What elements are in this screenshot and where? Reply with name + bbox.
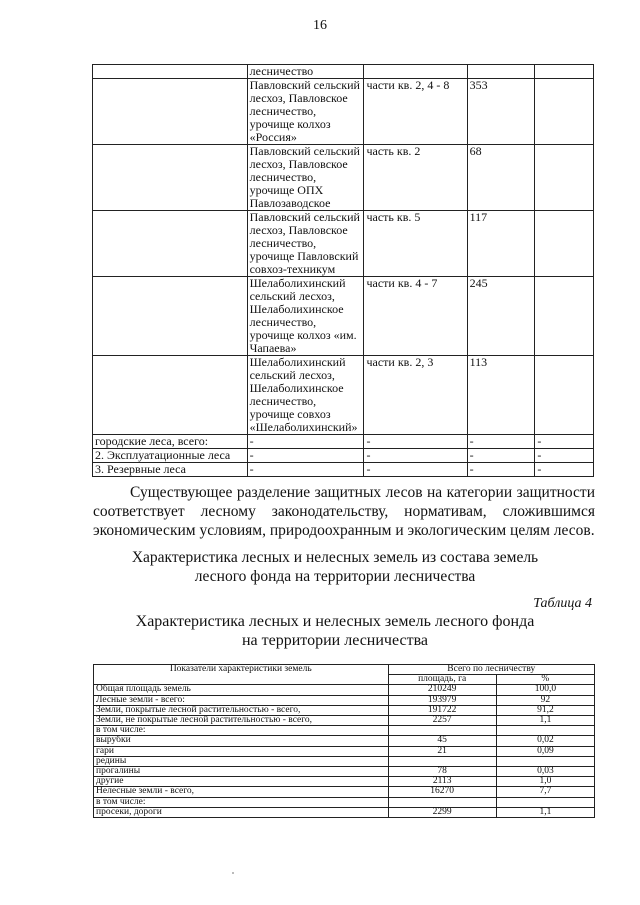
table-cell [364, 65, 467, 79]
location-cell [247, 79, 364, 145]
section-heading-line: Характеристика лесных и нелесных земель из состава земель [131, 549, 539, 566]
dash-cell: - [535, 449, 594, 463]
indicator-cell: другие [94, 777, 389, 787]
body-paragraph: Существующее разделение защитных лесов на категории защитности соответствует лесному законодательству, нормативам, сложившимся экономическим условиям, природоохранным и экологическим целям лесов. [93, 484, 595, 539]
location-line: урочище колхоз «им. [249, 328, 357, 342]
area-cell: 117 [467, 211, 535, 277]
percent-cell: 100,0 [496, 685, 594, 695]
table-row [94, 807, 595, 817]
area-cell: 21 [388, 746, 496, 756]
header-area: площадь, га [388, 675, 496, 685]
header-percent: % [496, 675, 594, 685]
table-row [93, 145, 594, 211]
table-header-row [94, 665, 595, 675]
location-line: «Россия» [249, 130, 297, 144]
indicator-cell: прогалины [94, 767, 389, 777]
location-cell [247, 211, 364, 277]
location-line: лесничество, [249, 394, 317, 408]
table-row [93, 449, 594, 463]
location-line: урочище Павловский [249, 249, 359, 263]
table-row [94, 716, 595, 726]
indicator-cell: редины [94, 756, 389, 766]
area-cell: 78 [388, 767, 496, 777]
table-row [94, 777, 595, 787]
indicator-cell: Лесные земли - всего: [94, 695, 389, 705]
header-indicator: Показатели характеристики земель [94, 665, 389, 685]
quarter-cell: части кв. 2, 4 - 8 [364, 79, 467, 145]
location-cell [247, 145, 364, 211]
table-label: Таблица 4 [533, 596, 592, 611]
dash-cell: - [364, 435, 467, 449]
dash-cell: - [467, 463, 535, 477]
table-cell [93, 79, 248, 145]
table-row [93, 463, 594, 477]
table-cell: лесничество [247, 65, 364, 79]
area-cell [388, 797, 496, 807]
percent-cell: 0,02 [496, 736, 594, 746]
location-line: Шелаболихинское [249, 302, 344, 316]
page-number: 16 [313, 18, 327, 33]
indicator-cell: Земли, покрытые лесной растительностью - всего, [94, 705, 389, 715]
section-heading-line: лесного фонда на территории лесничества [194, 568, 476, 585]
area-cell: 210249 [388, 685, 496, 695]
table-cell [93, 356, 248, 435]
location-cell [247, 277, 364, 356]
indicator-cell: в том числе: [94, 797, 389, 807]
table-row [94, 746, 595, 756]
location-line: лесхоз, Павловское [249, 157, 348, 171]
location-line: лесничество, [249, 236, 317, 250]
table-cell [535, 277, 594, 356]
area-cell: 16270 [388, 787, 496, 797]
dash-cell: - [467, 449, 535, 463]
area-cell: 2113 [388, 777, 496, 787]
table-title-line: на территории лесничества [241, 632, 429, 649]
table-row [93, 65, 594, 79]
indicator-cell: Общая площадь земель [94, 685, 389, 695]
location-line: Шелаболихинское [249, 381, 344, 395]
percent-cell [496, 726, 594, 736]
location-line: лесничество, [249, 170, 317, 184]
area-cell: 2299 [388, 807, 496, 817]
header-total: Всего по лесничеству [388, 665, 594, 675]
area-cell: 193979 [388, 695, 496, 705]
area-cell: 353 [467, 79, 535, 145]
area-cell: 45 [388, 736, 496, 746]
dash-cell: - [247, 463, 364, 477]
percent-cell: 1,0 [496, 777, 594, 787]
category-cell: городские леса, всего: [93, 435, 248, 449]
location-line: урочище ОПХ [249, 183, 324, 197]
table-cell [535, 79, 594, 145]
quarter-cell: части кв. 2, 3 [364, 356, 467, 435]
table-row [94, 705, 595, 715]
dash-cell: - [364, 463, 467, 477]
table-cell [535, 211, 594, 277]
indicator-cell: вырубки [94, 736, 389, 746]
area-cell: 191722 [388, 705, 496, 715]
quarter-cell: части кв. 4 - 7 [364, 277, 467, 356]
category-cell: 3. Резервные леса [93, 463, 248, 477]
table-row [93, 277, 594, 356]
location-line: совхоз-техникум [249, 262, 336, 276]
location-line: Шелаболихинский [249, 276, 346, 290]
table-row [94, 726, 595, 736]
percent-cell [496, 756, 594, 766]
percent-cell: 91,2 [496, 705, 594, 715]
location-line: Чапаева» [249, 341, 297, 355]
table-title [80, 612, 590, 650]
table-cell [93, 145, 248, 211]
section-heading [80, 548, 590, 586]
location-line: лесничество, [249, 315, 317, 329]
area-cell [388, 756, 496, 766]
dash-cell: - [247, 449, 364, 463]
category-cell: 2. Эксплуатационные леса [93, 449, 248, 463]
location-line: Павловский сельский [249, 210, 360, 224]
table-cell [93, 211, 248, 277]
indicator-cell: в том числе: [94, 726, 389, 736]
table-cell [93, 277, 248, 356]
dash-cell: - [467, 435, 535, 449]
table-row [94, 756, 595, 766]
table-row [94, 767, 595, 777]
indicator-cell: Нелесные земли - всего, [94, 787, 389, 797]
quarter-cell: часть кв. 2 [364, 145, 467, 211]
location-line: Павловский сельский [249, 78, 360, 92]
percent-cell: 1,1 [496, 716, 594, 726]
table-row [94, 695, 595, 705]
area-cell [388, 726, 496, 736]
area-cell: 245 [467, 277, 535, 356]
percent-cell: 92 [496, 695, 594, 705]
area-cell: 113 [467, 356, 535, 435]
location-line: лесничество, [249, 104, 317, 118]
table-cell [535, 356, 594, 435]
table-row [94, 797, 595, 807]
table-row [93, 211, 594, 277]
protective-forests-table [92, 64, 594, 477]
dash-cell: - [364, 449, 467, 463]
land-characteristics-table [93, 664, 595, 818]
location-line: урочище совхоз [249, 407, 331, 421]
table-row [93, 356, 594, 435]
location-line: Павловский сельский [249, 144, 360, 158]
table-cell [535, 65, 594, 79]
location-cell [247, 356, 364, 435]
location-line: Павлозаводское [249, 196, 331, 210]
percent-cell: 0,03 [496, 767, 594, 777]
location-line: «Шелаболихинский» [249, 420, 358, 434]
location-line: лесхоз, Павловское [249, 91, 348, 105]
indicator-cell: гари [94, 746, 389, 756]
table-cell [467, 65, 535, 79]
area-cell: 68 [467, 145, 535, 211]
table-cell [535, 145, 594, 211]
table-row [93, 435, 594, 449]
location-line: сельский лесхоз, [249, 289, 335, 303]
indicator-cell: Земли, не покрытые лесной растительностью - всего, [94, 716, 389, 726]
location-line: Шелаболихинский [249, 355, 346, 369]
location-line: урочище колхоз [249, 117, 331, 131]
dash-cell: - [535, 463, 594, 477]
dash-cell: - [247, 435, 364, 449]
table-cell [93, 65, 248, 79]
area-cell: 2257 [388, 716, 496, 726]
quarter-cell: часть кв. 5 [364, 211, 467, 277]
percent-cell: 0,09 [496, 746, 594, 756]
location-line: лесхоз, Павловское [249, 223, 348, 237]
table-row [93, 79, 594, 145]
percent-cell: 1,1 [496, 807, 594, 817]
percent-cell: 7,7 [496, 787, 594, 797]
indicator-cell: просеки, дороги [94, 807, 389, 817]
percent-cell [496, 797, 594, 807]
table-title-line: Характеристика лесных и нелесных земель лесного фонда [135, 613, 535, 630]
table-row [94, 787, 595, 797]
table-row [94, 736, 595, 746]
dash-cell: - [535, 435, 594, 449]
table-row [94, 685, 595, 695]
scan-speck [232, 872, 234, 874]
location-line: сельский лесхоз, [249, 368, 335, 382]
